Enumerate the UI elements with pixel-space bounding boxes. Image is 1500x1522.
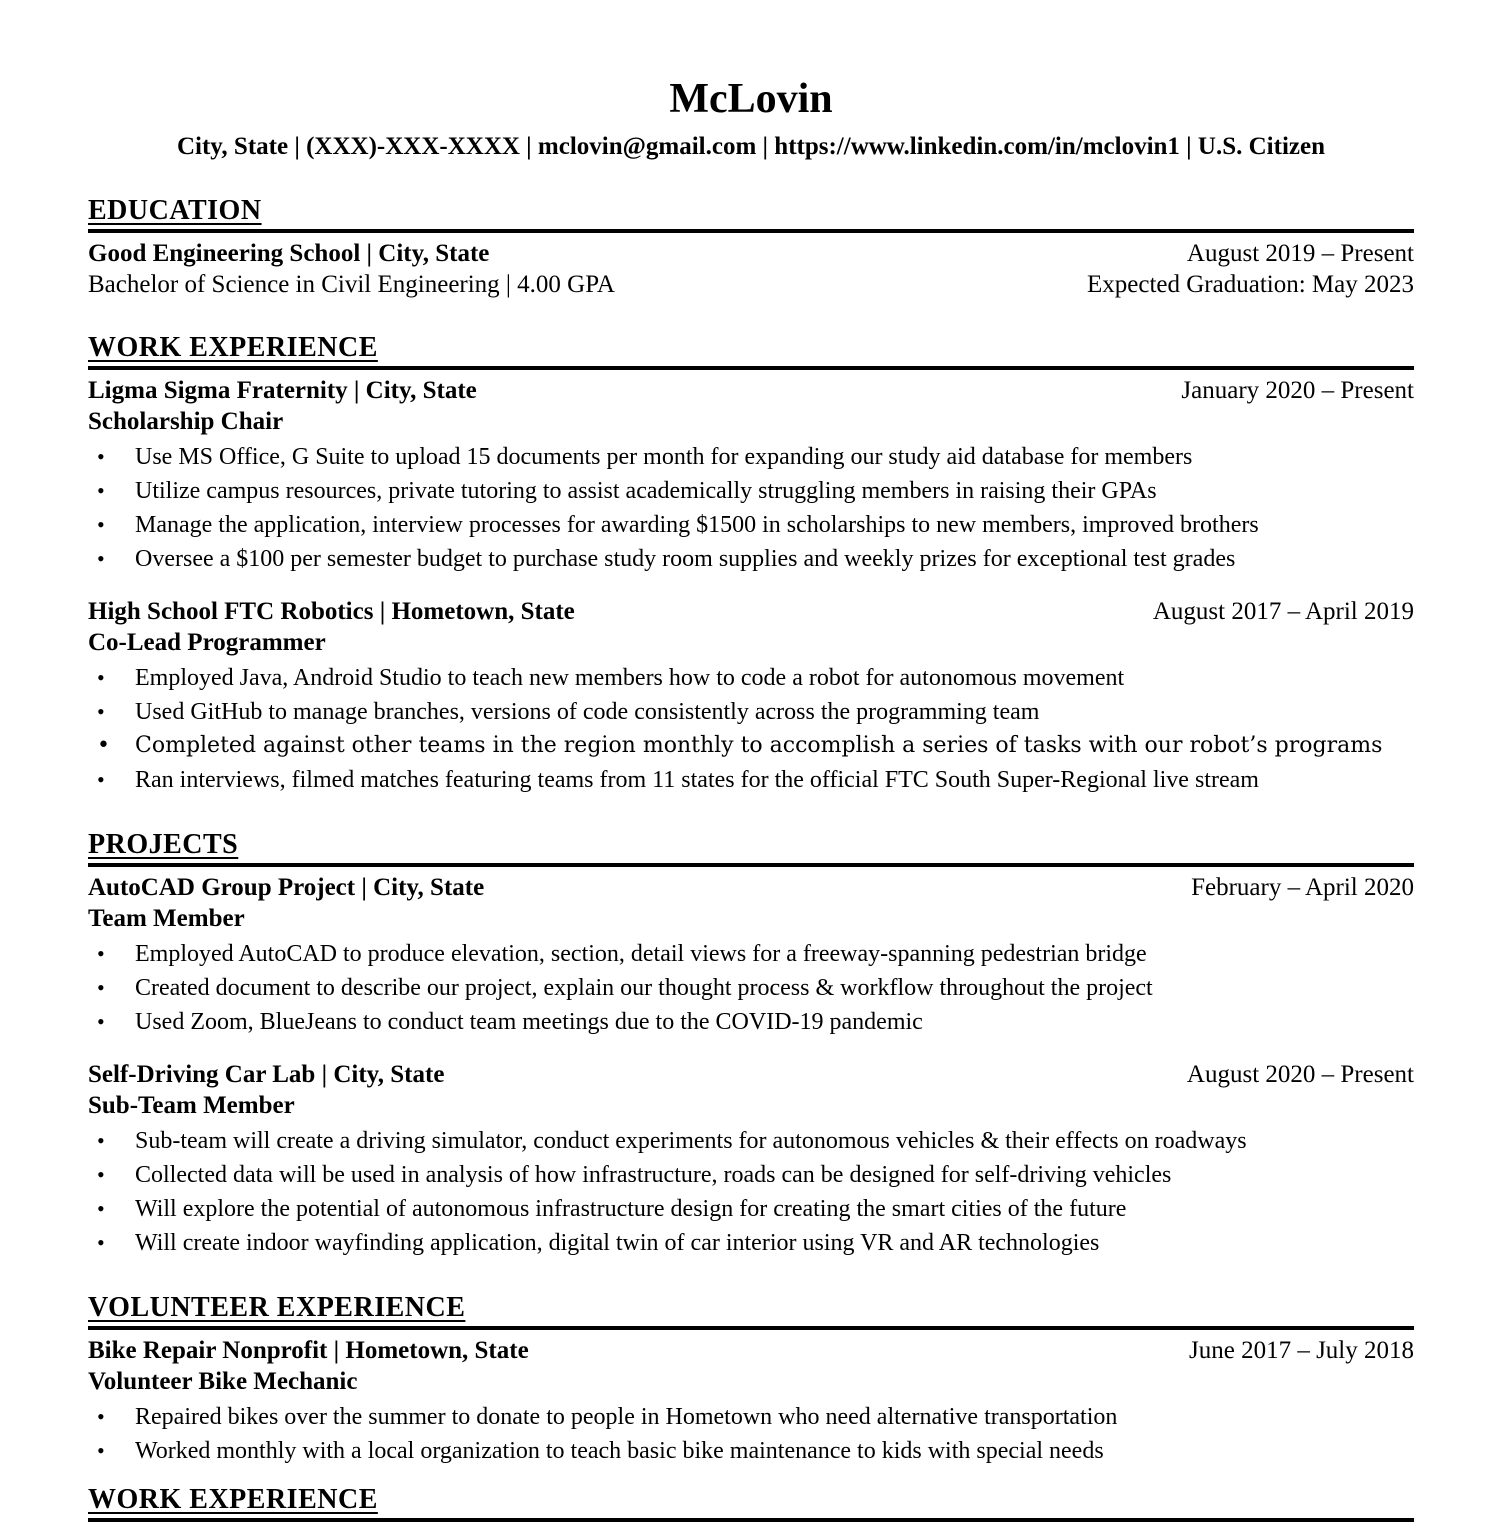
contact-line: City, State | (XXX)-XXX-XXXX | mclovin@gmail.com | https://www.linkedin.com/in/mclovin1 | U.S. Citizen xyxy=(176,133,1325,160)
bullet-item: • Worked monthly with a local organization to teach basic bike maintenance to kids with special needs xyxy=(88,1434,1414,1468)
bullet-item: • Manage the application, interview processes for awarding $1500 in scholarships to new members, improved brothers xyxy=(88,508,1414,542)
entry-graduation: Expected Graduation: May 2023 xyxy=(1087,271,1414,298)
section-projects xyxy=(88,829,1414,1260)
entry-date: February – April 2020 xyxy=(1191,874,1414,901)
entry-title: AutoCAD Group Project | City, State xyxy=(88,874,485,901)
entry-role: Volunteer Bike Mechanic xyxy=(88,1368,358,1395)
bullet-item: • Created document to describe our project, explain our thought process & workflow throughout the project xyxy=(88,971,1414,1005)
bullet-item: • Will explore the potential of autonomous infrastructure design for creating the smart cities of the future xyxy=(88,1192,1414,1226)
entry-header-row xyxy=(88,1335,1414,1366)
entry-title: Ligma Sigma Fraternity | City, State xyxy=(88,377,477,404)
resume-name: McLovin xyxy=(669,76,833,122)
entry-role: Scholarship Chair xyxy=(88,408,284,435)
section-heading-education xyxy=(88,195,1414,233)
bullet-item: • Sub-team will create a driving simulator, conduct experiments for autonomous vehicles & their effects on roadways xyxy=(88,1124,1414,1158)
section-heading-text: WORK EXPERIENCE xyxy=(88,1484,378,1515)
bullet-list xyxy=(88,440,1414,576)
entry-subheader-row xyxy=(88,269,1414,300)
section-work-experience-2 xyxy=(88,1484,1414,1522)
entry-header-row xyxy=(88,596,1414,627)
section-volunteer-experience xyxy=(88,1292,1414,1468)
volunteer-entry-bike-repair xyxy=(88,1335,1414,1468)
entry-date: June 2017 – July 2018 xyxy=(1189,1337,1414,1364)
bullet-item: • Completed against other teams in the region monthly to accomplish a series of tasks with our robot’s programs xyxy=(88,729,1414,763)
entry-header-row xyxy=(88,375,1414,406)
entry-date: August 2020 – Present xyxy=(1186,1061,1414,1088)
entry-degree: Bachelor of Science in Civil Engineering | 4.00 GPA xyxy=(88,271,615,298)
bullet-list xyxy=(88,661,1414,797)
bullet-list xyxy=(88,1400,1414,1468)
section-work-experience xyxy=(88,332,1414,797)
bullet-list xyxy=(88,937,1414,1039)
bullet-list xyxy=(88,1124,1414,1260)
section-heading-text: EDUCATION xyxy=(88,195,262,226)
project-entry-self-driving xyxy=(88,1059,1414,1260)
bullet-item: • Use MS Office, G Suite to upload 15 documents per month for expanding our study aid database for members xyxy=(88,440,1414,474)
section-heading-text: PROJECTS xyxy=(88,829,239,860)
entry-date: August 2019 – Present xyxy=(1186,240,1414,267)
entry-date: January 2020 – Present xyxy=(1181,377,1414,404)
work-entry-robotics xyxy=(88,596,1414,797)
project-entry-autocad xyxy=(88,872,1414,1039)
bullet-item: • Will create indoor wayfinding application, digital twin of car interior using VR and AR technologies xyxy=(88,1226,1414,1260)
entry-title: Bike Repair Nonprofit | Hometown, State xyxy=(88,1337,529,1364)
bullet-item: • Repaired bikes over the summer to donate to people in Hometown who need alternative transportation xyxy=(88,1400,1414,1434)
entry-header-row xyxy=(88,872,1414,903)
entry-header-row xyxy=(88,238,1414,269)
bullet-item: • Utilize campus resources, private tutoring to assist academically struggling members in raising their GPAs xyxy=(88,474,1414,508)
bullet-item: • Oversee a $100 per semester budget to purchase study room supplies and weekly prizes for exceptional test grades xyxy=(88,542,1414,576)
entry-role: Co-Lead Programmer xyxy=(88,629,326,656)
entry-title: Self-Driving Car Lab | City, State xyxy=(88,1061,445,1088)
entry-role: Sub-Team Member xyxy=(88,1092,295,1119)
bullet-item: • Used Zoom, BlueJeans to conduct team meetings due to the COVID-19 pandemic xyxy=(88,1005,1414,1039)
bullet-item: • Employed Java, Android Studio to teach new members how to code a robot for autonomous movement xyxy=(88,661,1414,695)
section-heading-work-experience-2 xyxy=(88,1484,1414,1522)
section-heading-volunteer-experience xyxy=(88,1292,1414,1330)
section-heading-text: VOLUNTEER EXPERIENCE xyxy=(88,1292,466,1323)
entry-header-row xyxy=(88,1059,1414,1090)
bullet-item: • Ran interviews, filmed matches featuring teams from 11 states for the official FTC South Super-Regional live stream xyxy=(88,763,1414,797)
section-heading-work-experience xyxy=(88,332,1414,370)
bullet-item: • Employed AutoCAD to produce elevation, section, detail views for a freeway-spanning pedestrian bridge xyxy=(88,937,1414,971)
entry-role: Team Member xyxy=(88,905,245,932)
work-entry-fraternity xyxy=(88,375,1414,576)
section-heading-projects xyxy=(88,829,1414,867)
entry-title: Good Engineering School | City, State xyxy=(88,240,490,267)
education-entry xyxy=(88,238,1414,300)
entry-date: August 2017 – April 2019 xyxy=(1152,598,1414,625)
bullet-item: • Used GitHub to manage branches, versions of code consistently across the programming team xyxy=(88,695,1414,729)
section-heading-text: WORK EXPERIENCE xyxy=(88,332,378,363)
section-education xyxy=(88,195,1414,300)
bullet-item: • Collected data will be used in analysis of how infrastructure, roads can be designed for self-driving vehicles xyxy=(88,1158,1414,1192)
entry-title: High School FTC Robotics | Hometown, State xyxy=(88,598,575,625)
